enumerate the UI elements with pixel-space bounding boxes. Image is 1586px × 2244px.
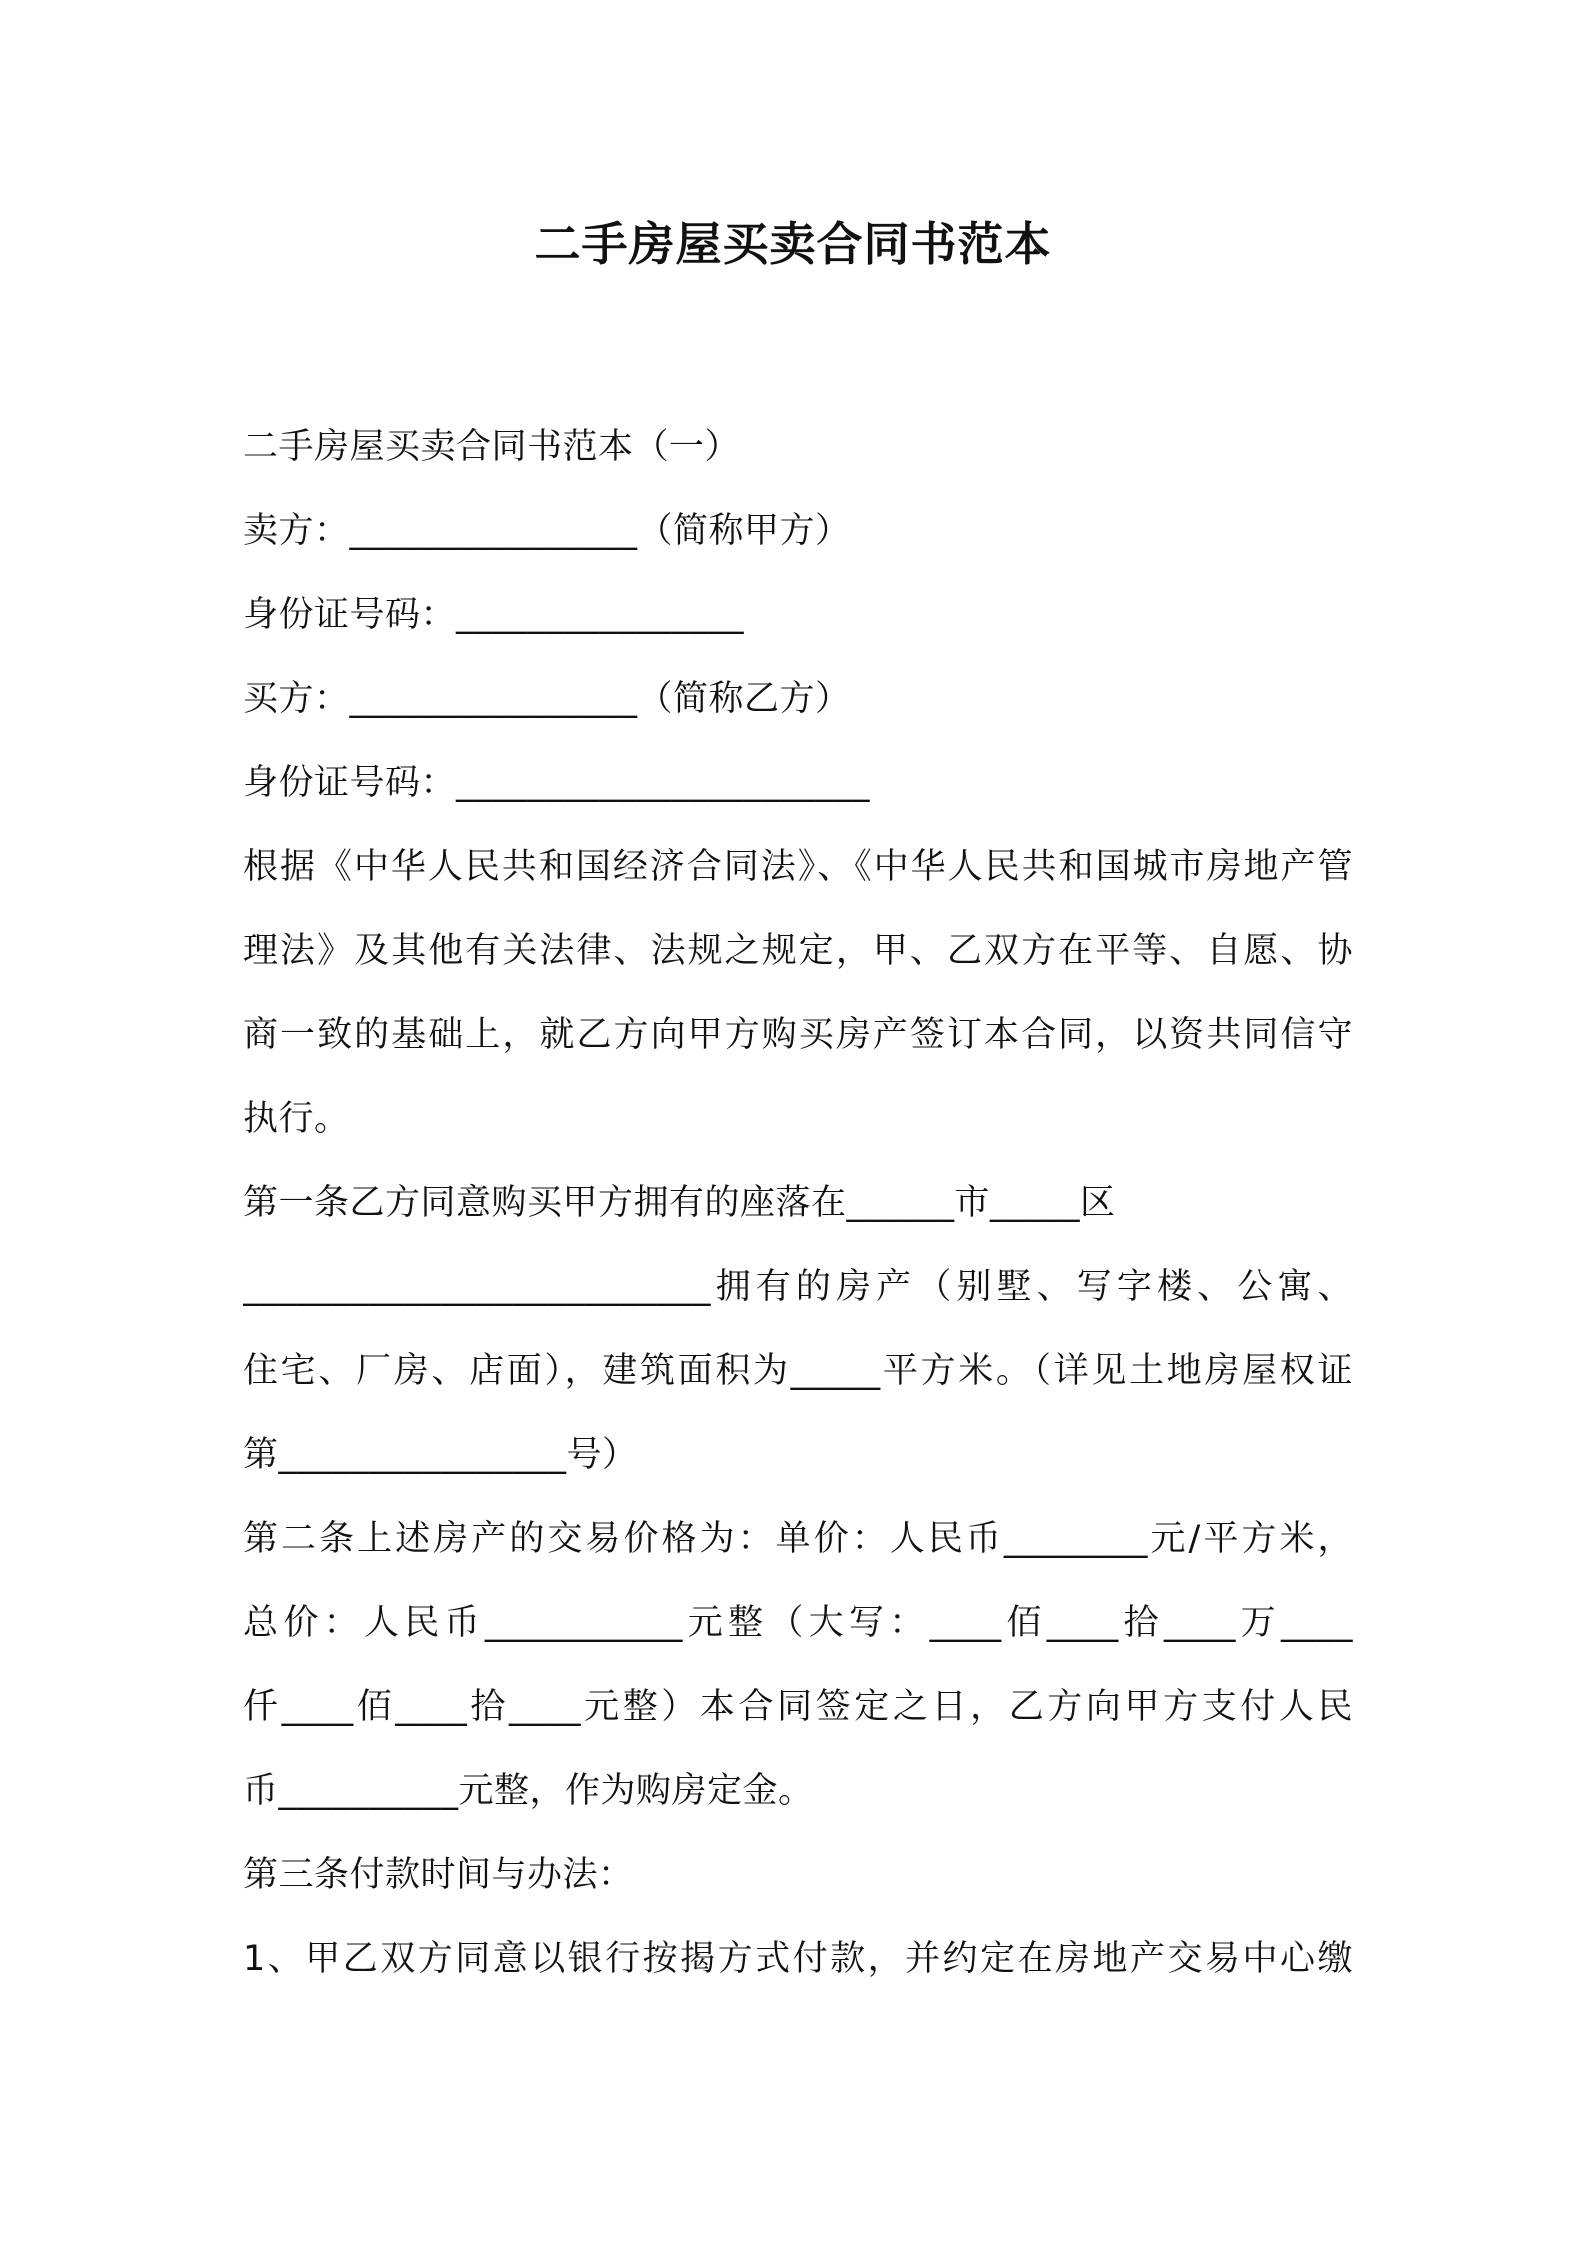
- preamble-line-4: 执行。: [243, 1099, 350, 1139]
- buyer-id-line: 身份证号码：_______________________: [243, 763, 871, 803]
- article-3-heading: 第三条付款时间与办法：: [243, 1855, 634, 1895]
- document-title: 二手房屋买卖合同书范本: [534, 217, 1052, 271]
- article-2-line-2: 总价：人民币___________元整（大写：____佰____拾____万____: [243, 1603, 1353, 1643]
- section-heading: 二手房屋买卖合同书范本（一）: [243, 427, 741, 467]
- document-body: [243, 405, 1353, 2001]
- preamble-line-1: 根据《中华人民共和国经济合同法》、《中华人民共和国城市房地产管: [243, 847, 1353, 887]
- article-3-item-1: 1、甲乙双方同意以银行按揭方式付款，并约定在房地产交易中心缴: [243, 1939, 1353, 1979]
- preamble-line-3: 商一致的基础上，就乙方向甲方购买房产签订本合同，以资共同信守: [243, 1015, 1353, 1055]
- article-2-line-3: 仟____佰____拾____元整）本合同签定之日，乙方向甲方支付人民: [243, 1687, 1353, 1727]
- article-2-line-1: 第二条上述房产的交易价格为：单价：人民币________元/平方米，: [243, 1519, 1353, 1559]
- buyer-line: 买方：________________（简称乙方）: [243, 679, 851, 719]
- article-1-line-4: 第________________号）: [243, 1435, 638, 1475]
- article-2-line-4: 币__________元整，作为购房定金。: [243, 1771, 814, 1811]
- seller-line: 卖方：________________（简称甲方）: [243, 511, 851, 551]
- article-1-line-2: __________________________拥有的房产（别墅、写字楼、公寓、: [243, 1267, 1353, 1307]
- seller-id-line: 身份证号码：________________: [243, 595, 745, 635]
- article-1-line-3: 住宅、厂房、店面），建筑面积为_____平方米。（详见土地房屋权证: [243, 1351, 1353, 1391]
- preamble-line-2: 理法》及其他有关法律、法规之规定，甲、乙双方在平等、自愿、协: [243, 931, 1353, 971]
- article-1-line-1: 第一条乙方同意购买甲方拥有的座落在______市_____区: [243, 1183, 1116, 1223]
